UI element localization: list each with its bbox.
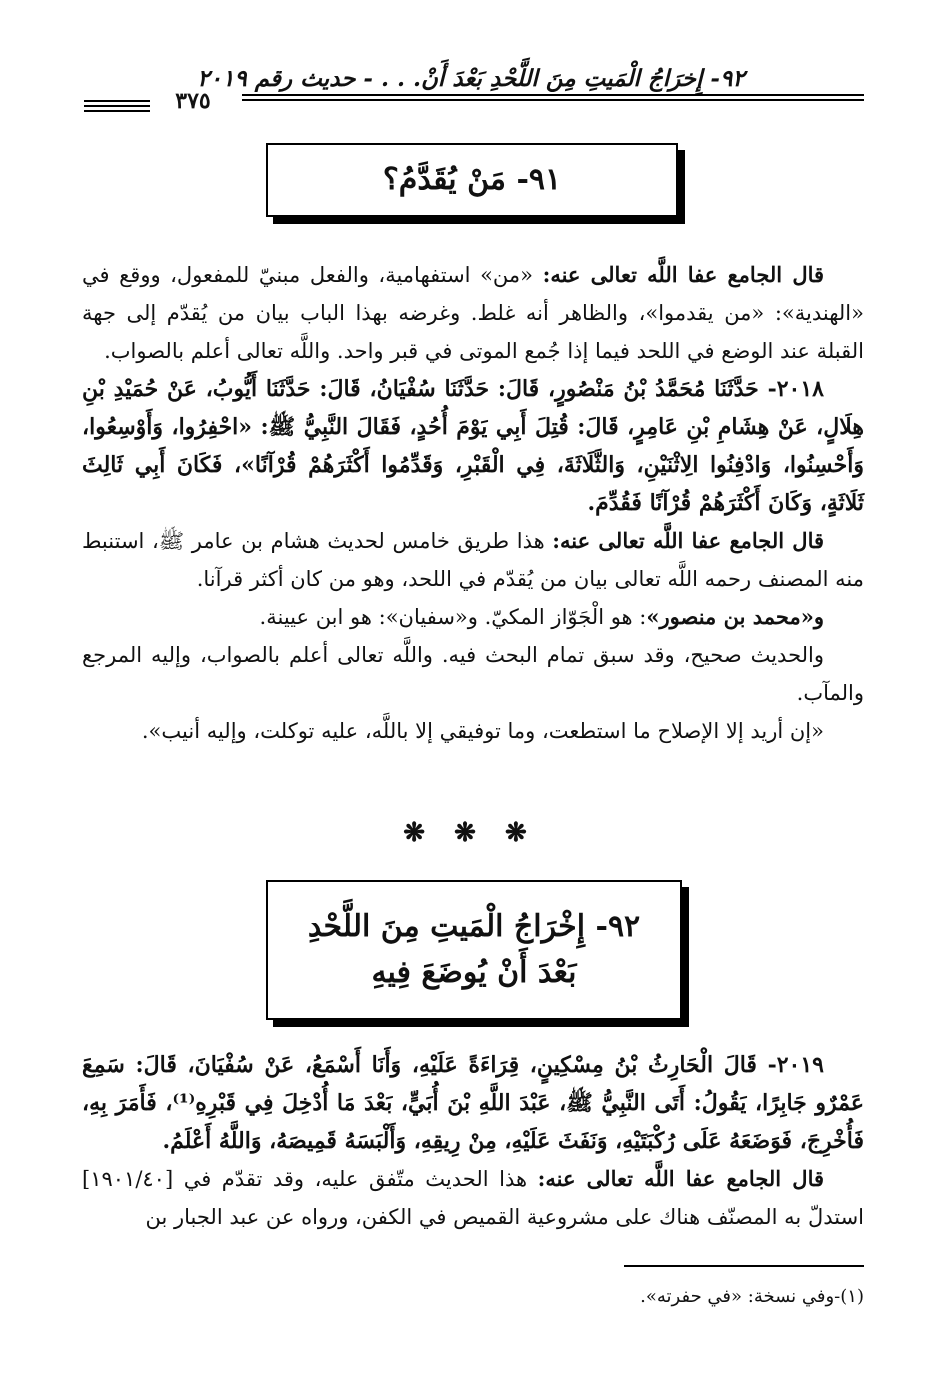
- hadith-2018: ٢٠١٨- حَدَّثَنَا مُحَمَّدُ بْنُ مَنْصُورٍ، قَالَ: حَدَّثَنَا سُفْيَانُ، قَالَ: حَدَّثَنَا أَيُّوبُ، عَنْ حُمَيْدِ بْنِ هِلَالٍ، عَنْ هِشَامِ بْنِ عَامِرٍ، قَالَ: قُتِلَ أَبِي يَوْمَ أُحُدٍ، فَقَالَ النَّبِيُّ ﷺ: «احْفِرُوا، وَأَوْسِعُوا، وَأَحْسِنُوا، وَادْفِنُوا الِاثْنَيْنِ، وَالثَّلَاثَةَ، فِي الْقَبْرِ، وَقَدِّمُوا أَكْثَرَهُمْ قُرْآنًا»، فَكَانَ أَبِي ثَالِثَ ثَلَاثَةٍ، وَكَانَ أَكْثَرَهُمْ قُرْآنًا فَقُدِّمَ.: [82, 376, 864, 516]
- paragraph: [82, 522, 864, 598]
- page-number-rule: [84, 110, 150, 112]
- paragraph: والحديث صحيح، وقد سبق تمام البحث فيه. واللَّه تعالى أعلم بالصواب، وإليه المرجع والمآب.: [82, 643, 864, 705]
- author-lead: قال الجامع عفا اللَّه تعالى عنه:: [542, 262, 825, 287]
- chapter-92-box: [266, 880, 682, 1020]
- paragraph-text: هذا طريق خامس لحديث هشام بن عامر ﷺ، استنبط منه المصنف رحمه اللَّه تعالى بيان من يُقدّم في اللحد، وهو من كان أكثر قرآنا.: [82, 529, 864, 591]
- page-number: ٣٧٥: [175, 88, 211, 114]
- paragraph: [82, 1160, 864, 1236]
- paragraph-text: : هو الْجَوّاز المكيّ. و«سفيان»: هو ابن عيينة.: [259, 605, 647, 629]
- running-title: ٩٢- إِخرَاجُ الْمَيتِ مِنَ اللَّحْدِ بَعْدَ أَنْ. . . - حديث رقم ٢٠١٩: [197, 65, 745, 92]
- narrator-name: و«محمد بن منصور»: [646, 604, 824, 629]
- hadith-2019: ٢٠١٩- قَالَ الْحَارِثُ بْنُ مِسْكِينٍ، قِرَاءَةً عَلَيْهِ، وَأَنَا أَسْمَعُ، عَنْ سُفْيَانَ، قَالَ: سَمِعَ عَمْرٌو جَابِرًا، يَقُولُ: أَتَى النَّبِيُّ ﷺ، عَبْدَ اللَّهِ بْنَ أُبَيٍّ، بَعْدَ مَا أُدْخِلَ فِي قَبْرِهِ⁽¹⁾، فَأَمَرَ بِهِ، فَأُخْرِجَ، فَوَضَعَهُ عَلَى رُكْبَتَيْهِ، وَنَفَثَ عَلَيْهِ، مِنْ رِيقِهِ، وَأَلْبَسَهُ قَمِيصَهُ، وَاللَّهُ أَعْلَمُ.: [82, 1052, 864, 1154]
- header-rule: [242, 94, 864, 96]
- author-lead: قال الجامع عفا اللَّه تعالى عنه:: [552, 528, 825, 553]
- chapter-91-title: ٩١- مَنْ يُقَدَّمُ؟: [382, 161, 562, 197]
- section-1-text: [82, 256, 864, 750]
- chapter-91-box: [266, 143, 678, 217]
- paragraph-text: «من» استفهامية، والفعل مبنيّ للمفعول، ووقع في «الهندية»: «من يقدموا»، والظاهر أنه غلط. وغرضه بهذا الباب بيان من يُقدّم إلى جهة القبلة عند الوضع في اللحد فيما إذا جُمع الموتى في قبر واحد. واللَّه تعالى أعلم بالصواب.: [82, 263, 864, 363]
- chapter-92-title: ٩٢- إِخْرَاجُ الْمَيتِ مِنَ اللَّحْدِ بَعْدَ أَنْ يُوضَعَ فِيهِ: [307, 908, 641, 990]
- header-rule: [242, 99, 864, 101]
- author-lead: قال الجامع عفا اللَّه تعالى عنه:: [537, 1166, 825, 1191]
- section-separator: ❋ ❋ ❋: [403, 818, 537, 848]
- footnote-rule: [624, 1265, 864, 1267]
- paragraph: [82, 256, 864, 370]
- page-number-rule: [84, 100, 150, 102]
- paragraph: [82, 598, 864, 636]
- page-number-rule: [84, 105, 150, 107]
- paragraph: «إن أريد إلا الإصلاح ما استطعت، وما توفيقي إلا باللَّه، عليه توكلت، وإليه أنيب».: [141, 719, 824, 743]
- section-2-text: [82, 1046, 864, 1236]
- footnote: (١)-وفي نسخة: «في حفرته».: [640, 1286, 864, 1307]
- paragraph-text: هذا الحديث متّفق عليه، وقد تقدّم في [١٩٠١/٤٠] استدلّ به المصنّف هناك على مشروعية القميص في الكفن، ورواه عن عبد الجبار بن: [82, 1167, 864, 1229]
- running-header: [78, 52, 864, 92]
